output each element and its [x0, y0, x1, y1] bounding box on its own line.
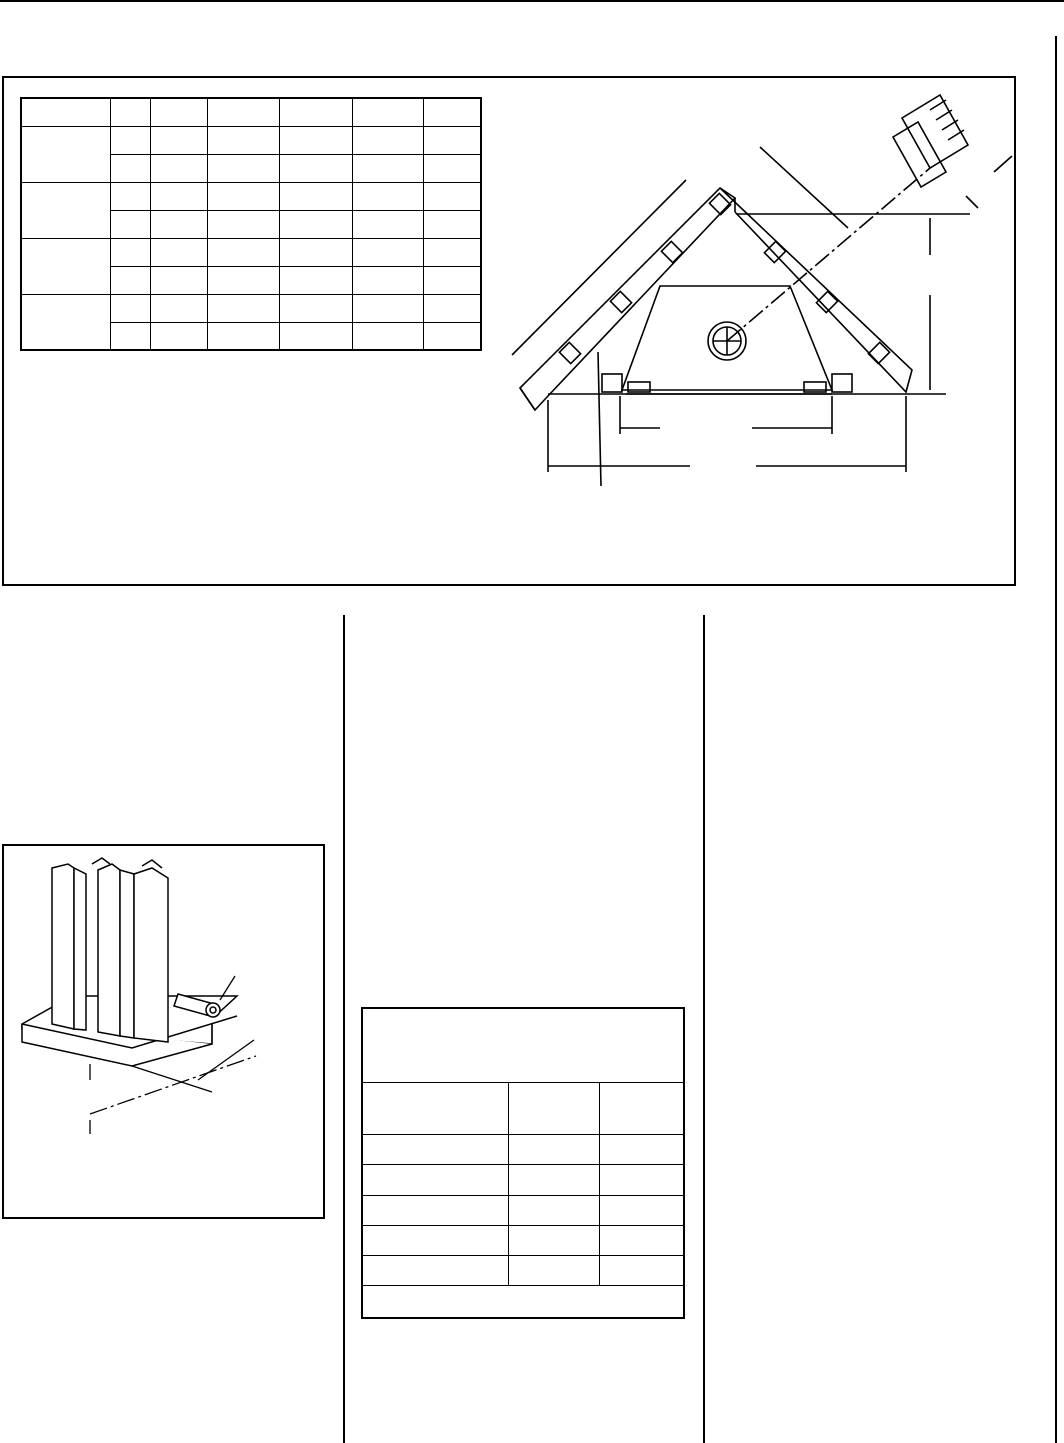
column-divider-right	[703, 615, 705, 1443]
table-cell	[509, 1082, 600, 1134]
table-cell	[362, 1082, 509, 1134]
vent-termination-icon	[893, 95, 968, 187]
log-grate-diagram	[2, 844, 325, 1219]
table-cell	[600, 1082, 684, 1134]
right-wall	[720, 188, 912, 392]
table-header-cell	[362, 1008, 684, 1082]
table-footer-cell	[362, 1286, 684, 1318]
column-divider-left	[343, 615, 345, 1443]
specification-table	[361, 1007, 685, 1319]
corner-installation-diagram	[0, 0, 1064, 600]
